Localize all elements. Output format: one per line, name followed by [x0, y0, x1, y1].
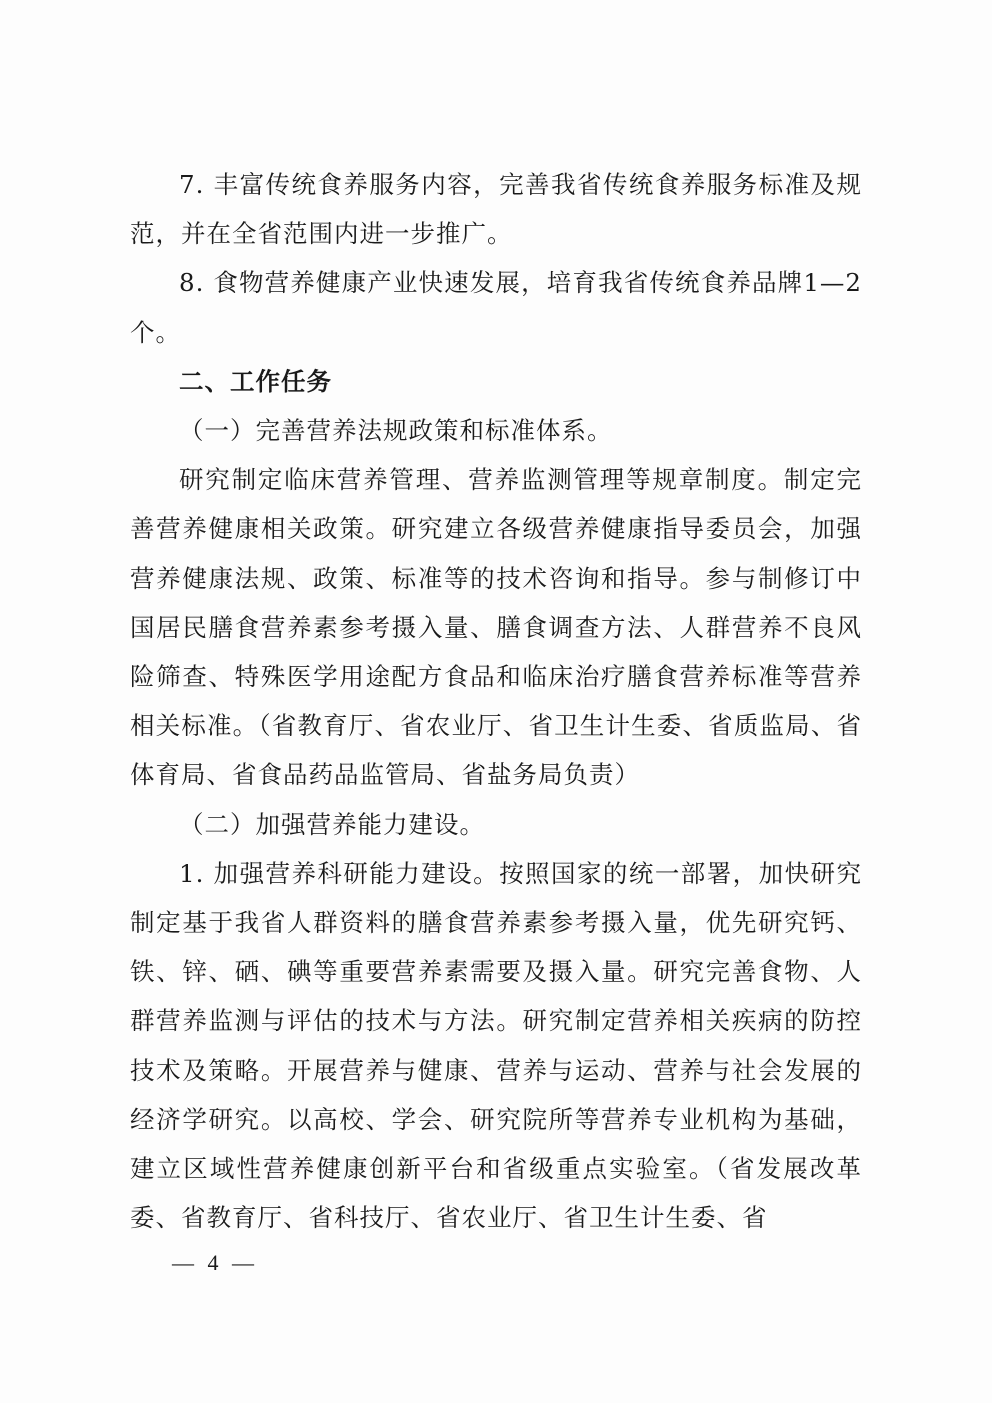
- subsection-heading-2: （二）加强营养能力建设。: [179, 809, 485, 839]
- paragraph-regulations: 研究制定临床营养管理、营养监测管理等规章制度。制定完善营养健康相关政策。研究建立各级营养健康指导委员会，加强营养健康法规、政策、标准等的技术咨询和指导。参与制修订中国居民膳食营养素参考摄入量、膳食调查方法、人群营养不良风险筛查、特殊医学用途配方食品和临床治疗膳食营养标准等营养相关标准。（省教育厅、省农业厅、省卫生计生委、省质监局、省体育局、省食品药品监管局、省盐务局负责）: [130, 465, 862, 790]
- paragraph-item-8: 8. 食物营养健康产业快速发展，培育我省传统食养品牌1—2个。: [130, 268, 862, 347]
- document-body: [130, 160, 862, 1242]
- paragraph-item-7: 7. 丰富传统食养服务内容，完善我省传统食养服务标准及规范，并在全省范围内进一步推广。: [130, 170, 862, 249]
- section-heading-work-tasks: 二、工作任务: [179, 366, 332, 396]
- page-number: — 4 —: [172, 1250, 258, 1275]
- subsection-heading-1: （一）完善营养法规政策和标准体系。: [179, 416, 613, 446]
- paragraph-research-capacity: 1. 加强营养科研能力建设。按照国家的统一部署，加快研究制定基于我省人群资料的膳食营养素参考摄入量，优先研究钙、铁、锌、硒、碘等重要营养素需要及摄入量。研究完善食物、人群营养监测与评估的技术与方法。研究制定营养相关疾病的防控技术及策略。开展营养与健康、营养与运动、营养与社会发展的经济学研究。以高校、学会、研究院所等营养专业机构为基础，建立区域性营养健康创新平台和省级重点实验室。（省发展改革委、省教育厅、省科技厅、省农业厅、省卫生计生委、省: [130, 858, 862, 1233]
